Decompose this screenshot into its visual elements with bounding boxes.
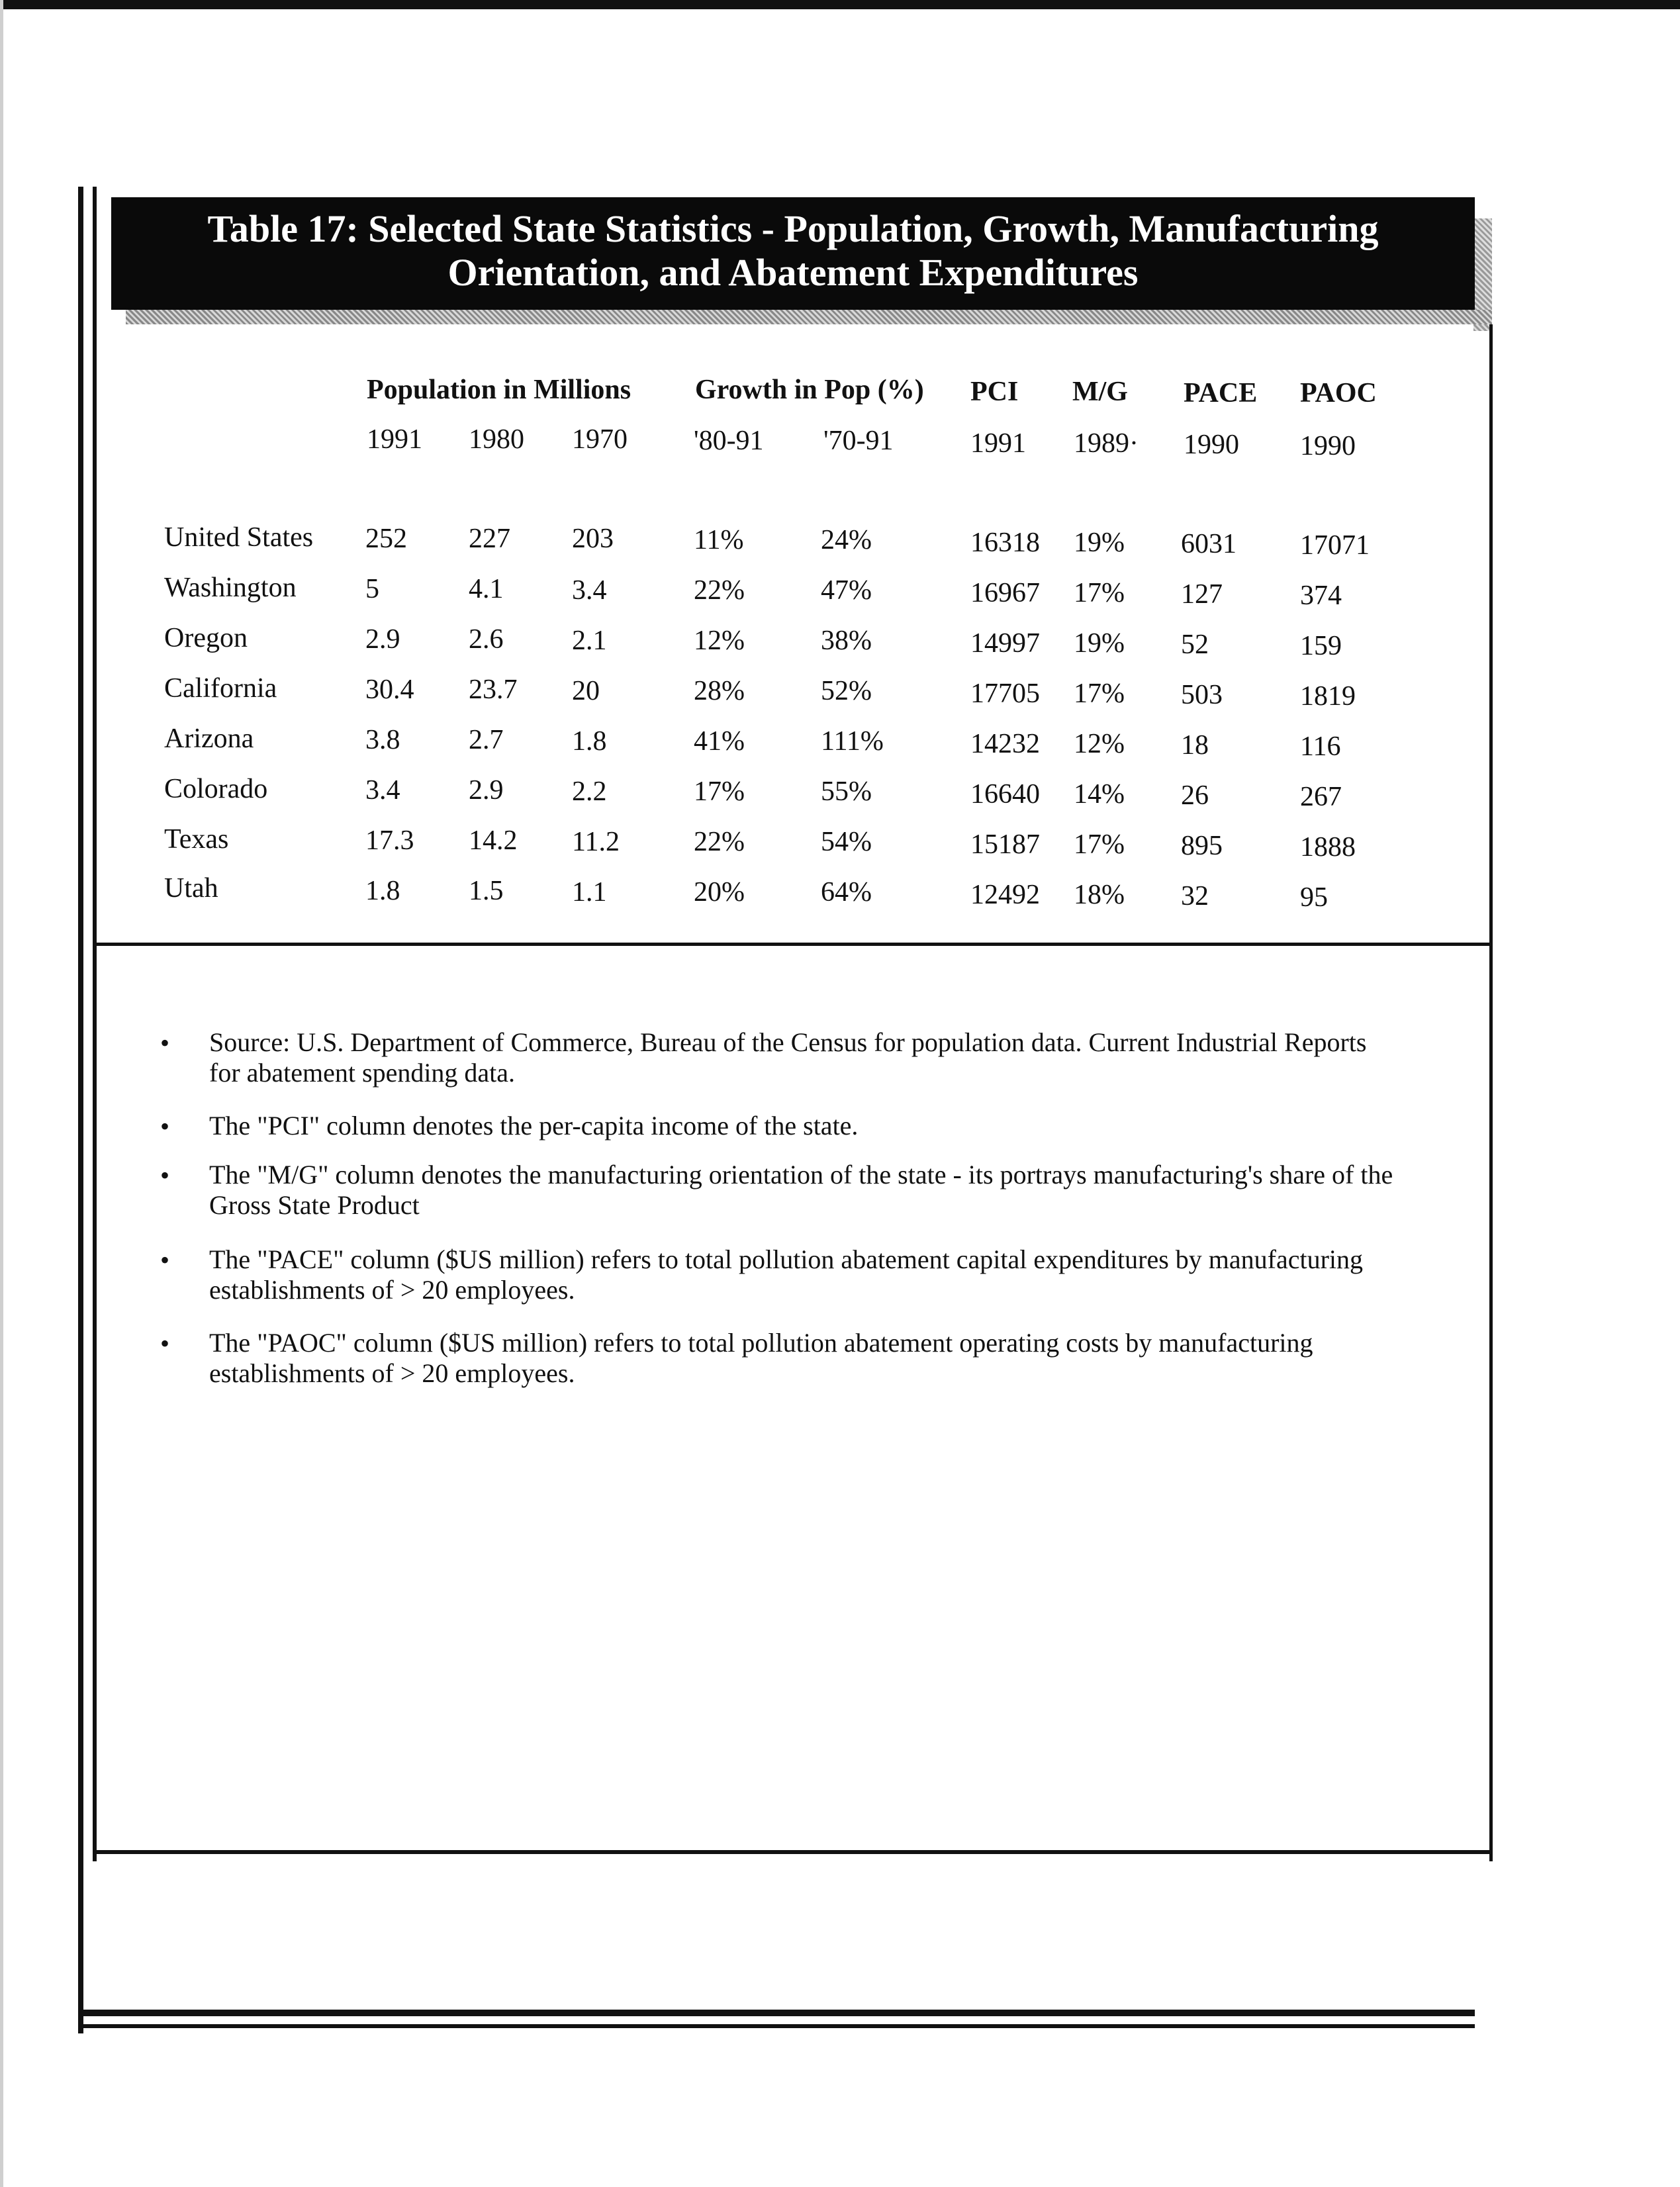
table-cell: 14% <box>1074 779 1125 810</box>
scan-top-border <box>0 0 1680 9</box>
table-cell: 1.1 <box>572 877 607 907</box>
note-pci: The "PCI" column denotes the per-capita income of the state. <box>209 1111 859 1140</box>
table-cell: 14232 <box>970 729 1040 759</box>
bullet-icon: • <box>160 1245 170 1275</box>
row-label: Utah <box>164 873 218 904</box>
table-cell: 3.4 <box>572 575 607 606</box>
frame-bottom-rule <box>78 2010 1475 2016</box>
table-cell: 203 <box>572 524 614 554</box>
row-label: California <box>164 673 277 704</box>
table-title-line-2: Orientation, and Abatement Expenditures <box>447 251 1139 294</box>
table-cell: 267 <box>1300 782 1342 812</box>
subheader-70-91: '70-91 <box>823 426 894 456</box>
table-cell: 2.9 <box>365 624 400 655</box>
table-cell: 16318 <box>970 528 1040 558</box>
bullet-icon: • <box>160 1028 170 1058</box>
table-cell: 17% <box>1074 678 1125 709</box>
table-cell: 2.6 <box>469 624 504 655</box>
table-cell: 11% <box>694 525 744 555</box>
table-cell: 17% <box>1074 829 1125 860</box>
table-cell: 18% <box>1074 880 1125 910</box>
table-cell: 32 <box>1181 881 1209 911</box>
bullet-icon: • <box>160 1160 170 1190</box>
table-cell: 22% <box>694 575 745 606</box>
subheader-paoc-1990: 1990 <box>1300 431 1356 461</box>
table-cell: 52% <box>821 676 872 706</box>
subheader-pci-1991: 1991 <box>970 428 1026 459</box>
header-population: Population in Millions <box>367 375 631 405</box>
table-cell: 12% <box>1074 729 1125 759</box>
table-cell: 2.1 <box>572 626 607 656</box>
header-pci: PCI <box>970 377 1019 407</box>
table-cell: 3.8 <box>365 725 400 755</box>
header-pace: PACE <box>1184 378 1258 408</box>
table-cell: 19% <box>1074 628 1125 659</box>
table-cell: 41% <box>694 726 745 757</box>
frame-bottom-rule-thin <box>78 2024 1475 2028</box>
table-cell: 2.9 <box>469 775 504 806</box>
panel-right-rule <box>1489 324 1493 1861</box>
subheader-1980: 1980 <box>469 424 524 455</box>
table-cell: 22% <box>694 827 745 857</box>
row-label: Colorado <box>164 774 268 804</box>
table-cell: 2.2 <box>572 776 607 807</box>
table-cell: 17705 <box>970 678 1040 709</box>
table-cell: 55% <box>821 776 872 807</box>
table-cell: 3.4 <box>365 775 400 806</box>
subheader-1970: 1970 <box>572 424 628 455</box>
table-cell: 252 <box>365 524 407 554</box>
panel-bottom-rule <box>97 1850 1493 1854</box>
table-cell: 374 <box>1300 581 1342 611</box>
table-cell: 14997 <box>970 628 1040 659</box>
table-cell: 2.7 <box>469 725 504 755</box>
note-source: Source: U.S. Department of Commerce, Bureau of the Census for population data. Current Industrial Reports for abatement spending data. <box>209 1027 1367 1088</box>
table-cell: 20 <box>572 676 600 706</box>
table-cell: 18 <box>1181 730 1209 761</box>
row-label: Arizona <box>164 723 254 754</box>
table-cell: 15187 <box>970 829 1040 860</box>
table-cell: 227 <box>469 524 510 554</box>
table-cell: 5 <box>365 574 379 604</box>
row-label: Texas <box>164 824 229 855</box>
table-cell: 17071 <box>1300 530 1370 561</box>
table-cell: 17% <box>694 776 745 807</box>
table-cell: 14.2 <box>469 825 518 856</box>
table-cell: 127 <box>1181 579 1223 610</box>
table-cell: 1819 <box>1300 681 1356 712</box>
table-cell: 64% <box>821 877 872 907</box>
note-pace: The "PACE" column ($US million) refers to total pollution abatement capital expenditures by manufacturing establishments of > 20 employees. <box>209 1244 1364 1305</box>
table-title-line-1: Table 17: Selected State Statistics - Population, Growth, Manufacturing <box>207 207 1379 250</box>
table-cell: 54% <box>821 827 872 857</box>
table-cell: 16640 <box>970 779 1040 810</box>
table-cell: 17.3 <box>365 825 414 856</box>
table-cell: 895 <box>1181 831 1223 861</box>
table-separator-rule <box>97 943 1493 946</box>
row-label: United States <box>164 522 314 553</box>
scan-left-edge <box>0 0 3 2187</box>
table-cell: 16967 <box>970 578 1040 608</box>
table-cell: 1888 <box>1300 832 1356 862</box>
frame-left-inner-rule <box>93 187 97 1861</box>
table-cell: 30.4 <box>365 675 414 705</box>
table-cell: 38% <box>821 626 872 656</box>
table-cell: 23.7 <box>469 675 518 705</box>
note-mg: The "M/G" column denotes the manufacturing orientation of the state - its portrays manufacturing's share of the Gross State Product <box>209 1160 1393 1220</box>
table-cell: 4.1 <box>469 574 504 604</box>
table-cell: 17% <box>1074 578 1125 608</box>
table-cell: 26 <box>1181 780 1209 811</box>
table-cell: 159 <box>1300 631 1342 661</box>
table-cell: 6031 <box>1181 529 1237 559</box>
frame-left-outer-rule <box>78 187 83 2033</box>
subheader-80-91: '80-91 <box>694 426 764 456</box>
table-cell: 503 <box>1181 680 1223 710</box>
note-paoc: The "PAOC" column ($US million) refers to total pollution abatement operating costs by manufacturing establishments of > 20 employees. <box>209 1328 1313 1388</box>
table-cell: 11.2 <box>572 827 620 857</box>
header-mg: M/G <box>1072 377 1128 407</box>
table-cell: 1.8 <box>365 876 400 906</box>
banner-shadow <box>126 310 1492 324</box>
table-cell: 20% <box>694 877 745 907</box>
subheader-pace-1990: 1990 <box>1184 430 1239 460</box>
bullet-icon: • <box>160 1328 170 1358</box>
header-growth: Growth in Pop (%) <box>695 375 924 405</box>
table-cell: 12% <box>694 626 745 656</box>
table-cell: 111% <box>821 726 884 757</box>
header-paoc: PAOC <box>1300 378 1377 408</box>
table-cell: 1.8 <box>572 726 607 757</box>
table-cell: 52 <box>1181 629 1209 660</box>
table-cell: 12492 <box>970 880 1040 910</box>
table-cell: 1.5 <box>469 876 504 906</box>
subheader-mg-1989: 1989· <box>1074 428 1139 459</box>
row-label: Oregon <box>164 623 248 653</box>
title-banner <box>111 197 1475 310</box>
bullet-icon: • <box>160 1111 170 1141</box>
table-cell: 28% <box>694 676 745 706</box>
table-cell: 47% <box>821 575 872 606</box>
row-label: Washington <box>164 573 297 603</box>
table-cell: 19% <box>1074 528 1125 558</box>
subheader-1991: 1991 <box>367 424 422 455</box>
table-cell: 95 <box>1300 882 1328 913</box>
table-cell: 24% <box>821 525 872 555</box>
table-cell: 116 <box>1300 731 1341 762</box>
